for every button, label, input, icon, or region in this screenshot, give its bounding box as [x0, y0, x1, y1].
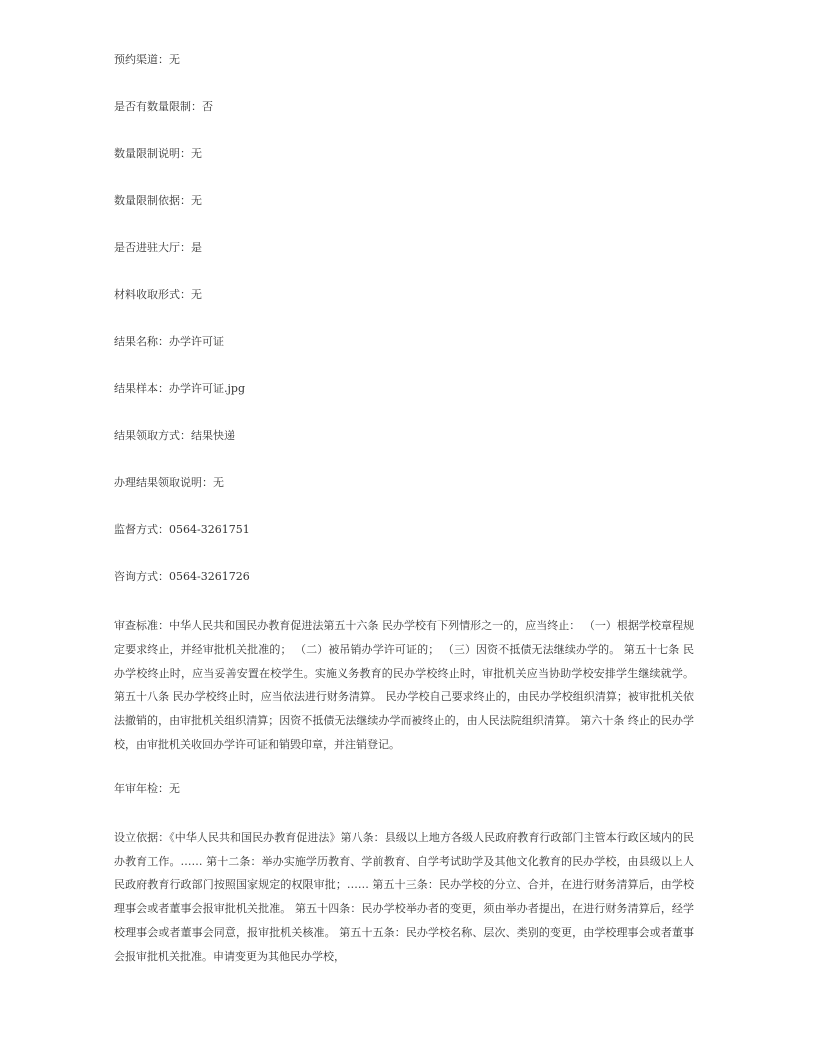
field-result-collection-note: 办理结果领取说明：无: [114, 476, 224, 489]
field-quantity-limit-description: 数量限制说明：无: [114, 147, 202, 160]
review-standard-paragraph: 审查标准：中华人民共和国民办教育促进法第五十六条 民办学校有下列情形之一的，应当终止： （一）根据学校章程规定要求终止，并经审批机关批准的； （二）被吊销办学许可证的； （三）因资不抵债无法继续办学的。 第五十七条 民办学校终止时，应当妥善安置在校学生。实施义务教育的民办学校终止时，审批机关应当协助学校安排学生继续就学。 第五十八条 民办学校终止时，应当依法进行财务清算。 民办学校自己要求终止的，由民办学校组织清算；被审批机关依法撤销的，由审批机关组织清算；因资不抵债无法继续办学而被终止的，由人民法院组织清算。 第六十条 终止的民办学校，由审批机关收回办学许可证和销毁印章，并注销登记。: [114, 619, 695, 751]
field-in-service-hall: 是否进驻大厅：是: [114, 241, 202, 254]
document-page: [114, 50, 694, 991]
field-result-sample: 结果样本：办学许可证.jpg: [114, 382, 245, 395]
field-consultation-method: 咨询方式：0564-3261726: [114, 570, 250, 583]
field-supervision-method: 监督方式：0564-3261751: [114, 523, 250, 536]
field-result-name: 结果名称：办学许可证: [114, 335, 224, 348]
field-quantity-limit: 是否有数量限制：否: [114, 100, 213, 113]
field-annual-review: 年审年检：无: [114, 781, 180, 795]
legal-basis-paragraph: 设立依据：《中华人民共和国民办教育促进法》第八条：县级以上地方各级人民政府教育行政部门主管本行政区域内的民办教育工作。…… 第十二条：举办实施学历教育、学前教育、自学考试助学及其他文化教育的民办学校，由县级以上人民政府教育行政部门按照国家规定的权限审批；…… 第五十三条：民办学校的分立、合并，在进行财务清算后，由学校理事会或者董事会报审批机关批准。 第五十四条：民办学校举办者的变更，须由举办者提出，在进行财务清算后，经学校理事会或者董事会同意，报审批机关核准。 第五十五条：民办学校名称、层次、类别的变更，由学校理事会或者董事会报审批机关批准。申请变更为其他民办学校，: [114, 830, 695, 963]
field-result-collection-method: 结果领取方式：结果快递: [114, 429, 235, 442]
field-material-collection-form: 材料收取形式：无: [114, 288, 202, 301]
field-appointment-channel: 预约渠道：无: [114, 53, 180, 66]
field-quantity-limit-basis: 数量限制依据：无: [114, 194, 202, 207]
